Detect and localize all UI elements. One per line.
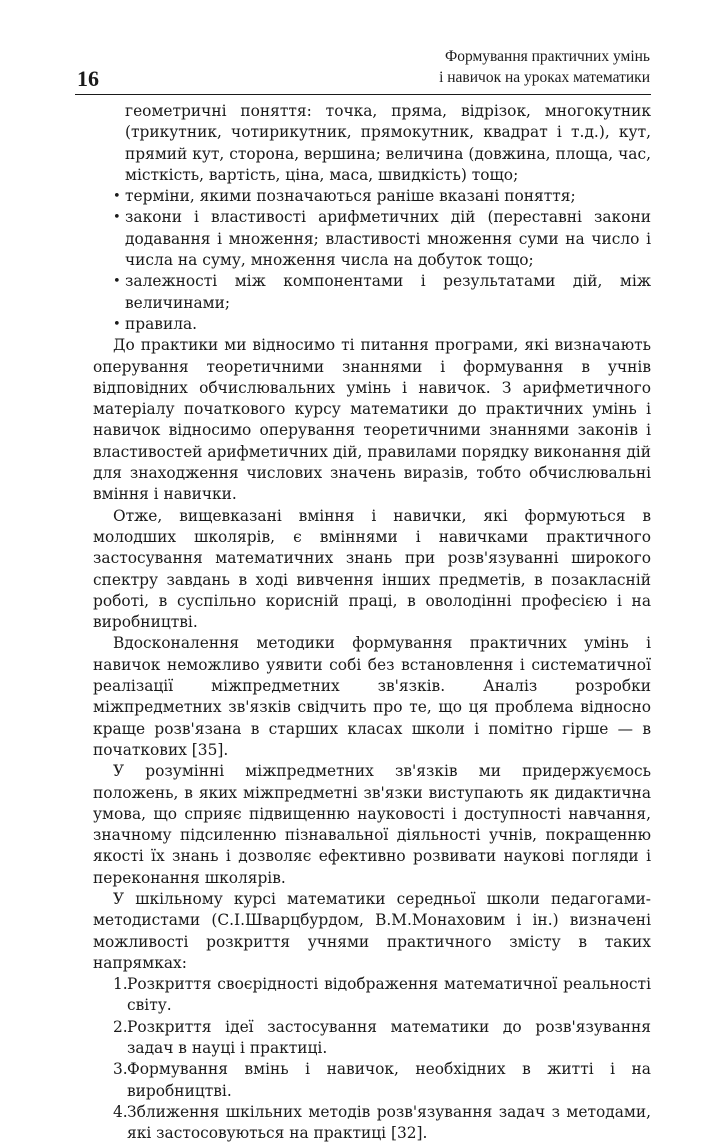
paragraph: Отже, вищевказані вміння і навички, які формуються в молодших школярів, є вміннями і навичками практичного застосування математичних знань при розв'язуванні широкого спектру завдань в ході вивчення інших предметів, в позакласній роботі, в суспільно корисній праці, в оволодінні професією і на виробництві. [93,506,651,632]
paragraph: У розумінні міжпредметних зв'язків ми придержуємось положень, в яких міжпредметні зв'язки виступають як дидактична умова, що сприяє підвищенню науковості і доступності навчання, значному підсиленню пізнавальної діяльності учнів, покращенню якості їх знань і дозволяє ефективно розвивати наукові погляди і переконання школярів. [93,762,651,887]
item-number: 4. [113,1102,128,1121]
intro-continuation: геометричні поняття: точка, пряма, відрізок, многокутник (трикутник, чотирикутник, прямокутник, квадрат і т.д.), кут, прямий кут, сторона, вершина; величина (довжина, площа, час, місткість, вартість, ціна, маса, швидкість) тощо; [125,102,651,184]
bullet-item [93,207,651,271]
numbered-list [93,974,651,1144]
page-number: 16 [77,66,99,91]
bullet-text: закони і властивості арифметичних дій (переставні закони додавання і множення; властивості множення суми на число і числа на суму, множення числа на добуток тощо; [125,208,651,270]
paragraph: До практики ми відносимо ті питання програми, які визначають оперування теоретичними знаннями і формування в учнів відповідних обчислювальних умінь і навичок. З арифметичного матеріалу початкового курсу математики до практичних умінь і навичок відносимо оперування теоретичними знаннями законів і властивостей арифметичних дій, правилами порядку виконання дій для знаходження числових значень виразів, тобто обчислювальні вміння і навички. [93,336,651,504]
item-text: Розкриття ідеї застосування математики до розв'язування задач в науці і практиці. [127,1017,651,1058]
item-text: Зближення шкільних методів розв'язування задач з методами, які застосовуються на практиці [32]. [127,1102,651,1143]
header-rule [75,94,651,95]
item-text: Формування вмінь і навичок, необхідних в житті і на виробництві. [127,1060,651,1100]
bullet-text: терміни, якими позначаються раніше вказані поняття; [125,187,576,206]
paragraph: Вдосконалення методики формування практичних умінь і навичок неможливо уявити собі без встановлення і систематичної реалізації міжпредметних зв'язків. Аналіз розробки міжпредметних зв'язків свідчить про те, що ця проблема відносно краще розв'язана в старших класах школи і помітно гірше — в початкових [35]. [93,634,651,759]
running-head [439,46,650,88]
item-text: Розкриття своєрідності відображення математичної реальності світу. [127,975,651,1015]
bullet-text: залежності між компонентами і результатами дій, між величинами; [125,272,651,312]
bullet-marker: • [113,210,121,226]
numbered-item [93,1102,651,1145]
numbered-item [93,1059,651,1102]
paragraph: У шкільному курсі математики середньої школи педагогами-методистами (С.І.Шварцбурдом, В.М.Монаховим і ін.) визначені можливості розкриття учнями практичного змісту в таких напрямках: [93,889,651,972]
running-head-line-1: Формування практичних умінь [444,48,650,65]
page-body [93,101,651,1145]
running-head-line-2: і навичок на уроках математики [439,69,650,86]
bullet-marker: • [113,189,121,205]
bullet-text: правила. [125,314,198,333]
item-number: 1. [113,975,128,994]
item-number: 3. [113,1060,128,1079]
item-number: 2. [113,1017,128,1036]
bullet-item [93,271,651,314]
numbered-item [93,1017,651,1060]
numbered-item [93,974,651,1017]
bullet-list [93,186,651,335]
bullet-marker: • [113,316,121,332]
bullet-marker: • [113,274,121,290]
bullet-item [93,186,651,207]
bullet-item [93,314,651,335]
